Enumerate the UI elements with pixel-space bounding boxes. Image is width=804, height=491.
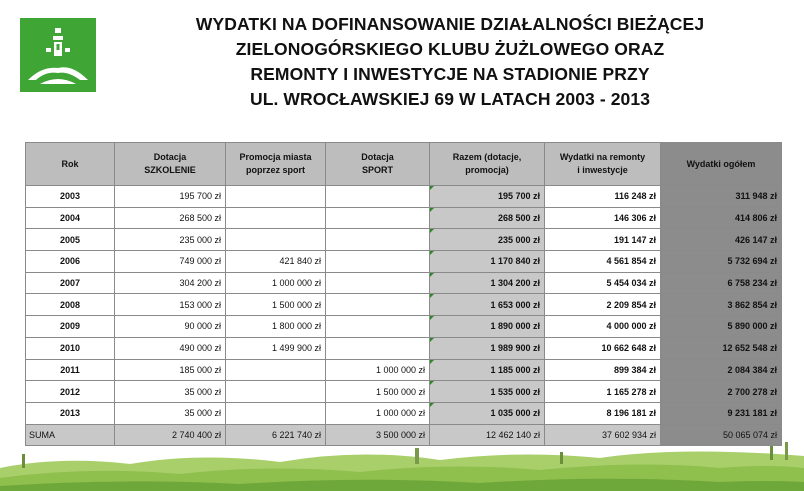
table-cell bbox=[226, 381, 326, 403]
table-cell: 426 147 zł bbox=[661, 229, 782, 251]
table-row bbox=[26, 359, 782, 381]
table-row bbox=[26, 337, 782, 359]
column-header: Rok bbox=[26, 143, 115, 186]
table-cell: 304 200 zł bbox=[115, 272, 226, 294]
table-row bbox=[26, 251, 782, 273]
table-cell: 235 000 zł bbox=[115, 229, 226, 251]
table-cell: 749 000 zł bbox=[115, 251, 226, 273]
table-cell: 1 535 000 zł bbox=[430, 381, 545, 403]
table-row bbox=[26, 381, 782, 403]
table-cell: 9 231 181 zł bbox=[661, 402, 782, 424]
table-cell: 1 989 900 zł bbox=[430, 337, 545, 359]
table-cell bbox=[326, 294, 430, 316]
table-cell: 2009 bbox=[26, 316, 115, 338]
table-cell: 311 948 zł bbox=[661, 186, 782, 208]
title-line: UL. WROCŁAWSKIEJ 69 W LATACH 2003 - 2013 bbox=[249, 89, 651, 109]
expenses-table bbox=[25, 142, 782, 446]
table-row bbox=[26, 402, 782, 424]
table-cell: 2 209 854 zł bbox=[545, 294, 661, 316]
table-cell: 195 700 zł bbox=[115, 186, 226, 208]
table-cell: 1 170 840 zł bbox=[430, 251, 545, 273]
table-cell: 2 700 278 zł bbox=[661, 381, 782, 403]
table-cell: 5 732 694 zł bbox=[661, 251, 782, 273]
table-cell: 185 000 zł bbox=[115, 359, 226, 381]
table-cell: 2004 bbox=[26, 207, 115, 229]
table-cell: 2013 bbox=[26, 402, 115, 424]
table-cell: 268 500 zł bbox=[115, 207, 226, 229]
column-header: Dotacja SPORT bbox=[326, 143, 430, 186]
column-header: Wydatki na remonty i inwestycje bbox=[545, 143, 661, 186]
sum-cell: 2 740 400 zł bbox=[115, 424, 226, 446]
table-row bbox=[26, 207, 782, 229]
table-cell: 4 561 854 zł bbox=[545, 251, 661, 273]
table-cell: 116 248 zł bbox=[545, 186, 661, 208]
title-line: REMONTY I INWESTYCJE NA STADIONIE PRZY bbox=[250, 64, 650, 84]
table-cell bbox=[326, 337, 430, 359]
city-logo bbox=[20, 18, 96, 92]
table-cell: 146 306 zł bbox=[545, 207, 661, 229]
table-cell: 6 758 234 zł bbox=[661, 272, 782, 294]
table-cell: 490 000 zł bbox=[115, 337, 226, 359]
column-header: Dotacja SZKOLENIE bbox=[115, 143, 226, 186]
table-cell: 1 304 200 zł bbox=[430, 272, 545, 294]
table-cell: 1 035 000 zł bbox=[430, 402, 545, 424]
title-line: ZIELONOGÓRSKIEGO KLUBU ŻUŻLOWEGO ORAZ bbox=[235, 39, 665, 59]
table-cell: 2010 bbox=[26, 337, 115, 359]
table-cell: 1 185 000 zł bbox=[430, 359, 545, 381]
sum-cell: 6 221 740 zł bbox=[226, 424, 326, 446]
table-cell: 2005 bbox=[26, 229, 115, 251]
table-cell: 1 800 000 zł bbox=[226, 316, 326, 338]
city-crest-logo-icon bbox=[20, 18, 96, 92]
table-cell: 2012 bbox=[26, 381, 115, 403]
table-cell: 35 000 zł bbox=[115, 381, 226, 403]
sum-cell: 3 500 000 zł bbox=[326, 424, 430, 446]
table-cell: 1 000 000 zł bbox=[226, 272, 326, 294]
table-cell: 12 652 548 zł bbox=[661, 337, 782, 359]
table-cell: 1 165 278 zł bbox=[545, 381, 661, 403]
table-cell: 1 500 000 zł bbox=[226, 294, 326, 316]
table-cell bbox=[226, 402, 326, 424]
table-cell bbox=[226, 207, 326, 229]
title-line: WYDATKI NA DOFINANSOWANIE DZIAŁALNOŚCI BIEŻĄCEJ bbox=[195, 14, 705, 34]
sum-cell: 37 602 934 zł bbox=[545, 424, 661, 446]
table-cell bbox=[226, 359, 326, 381]
table-cell: 1 890 000 zł bbox=[430, 316, 545, 338]
table-cell: 195 700 zł bbox=[430, 186, 545, 208]
table-row bbox=[26, 229, 782, 251]
table-cell: 4 000 000 zł bbox=[545, 316, 661, 338]
table-cell bbox=[326, 251, 430, 273]
table-cell: 1 500 000 zł bbox=[326, 381, 430, 403]
table-cell: 421 840 zł bbox=[226, 251, 326, 273]
table-cell: 235 000 zł bbox=[430, 229, 545, 251]
column-header: Promocja miasta poprzez sport bbox=[226, 143, 326, 186]
table-cell: 2007 bbox=[26, 272, 115, 294]
table-cell: 191 147 zł bbox=[545, 229, 661, 251]
table-row bbox=[26, 316, 782, 338]
table-cell: 1 499 900 zł bbox=[226, 337, 326, 359]
sum-cell: SUMA bbox=[26, 424, 115, 446]
column-header: Razem (dotacje, promocja) bbox=[430, 143, 545, 186]
table-cell: 2 084 384 zł bbox=[661, 359, 782, 381]
table-cell: 3 862 854 zł bbox=[661, 294, 782, 316]
table-cell bbox=[326, 207, 430, 229]
page-title bbox=[130, 12, 770, 112]
table-cell: 2008 bbox=[26, 294, 115, 316]
table-cell bbox=[226, 186, 326, 208]
table-cell: 35 000 zł bbox=[115, 402, 226, 424]
table-row bbox=[26, 272, 782, 294]
table-cell: 153 000 zł bbox=[115, 294, 226, 316]
table-cell bbox=[326, 229, 430, 251]
table-cell: 1 000 000 zł bbox=[326, 359, 430, 381]
table-cell: 10 662 648 zł bbox=[545, 337, 661, 359]
table-cell bbox=[226, 229, 326, 251]
table-cell: 268 500 zł bbox=[430, 207, 545, 229]
table-row bbox=[26, 294, 782, 316]
table-cell bbox=[326, 272, 430, 294]
sum-row bbox=[26, 424, 782, 446]
table-cell: 90 000 zł bbox=[115, 316, 226, 338]
table-cell: 1 653 000 zł bbox=[430, 294, 545, 316]
column-header: Wydatki ogółem bbox=[661, 143, 782, 186]
table-cell: 1 000 000 zł bbox=[326, 402, 430, 424]
table-cell: 2003 bbox=[26, 186, 115, 208]
table-row bbox=[26, 186, 782, 208]
table-cell: 414 806 zł bbox=[661, 207, 782, 229]
table-cell bbox=[326, 316, 430, 338]
sum-cell: 50 065 074 zł bbox=[661, 424, 782, 446]
table-cell: 8 196 181 zł bbox=[545, 402, 661, 424]
sum-cell: 12 462 140 zł bbox=[430, 424, 545, 446]
table-cell: 5 890 000 zł bbox=[661, 316, 782, 338]
table-cell: 899 384 zł bbox=[545, 359, 661, 381]
table-cell: 2011 bbox=[26, 359, 115, 381]
table-cell: 2006 bbox=[26, 251, 115, 273]
table-cell: 5 454 034 zł bbox=[545, 272, 661, 294]
table-cell bbox=[326, 186, 430, 208]
table-header-row bbox=[26, 143, 782, 186]
